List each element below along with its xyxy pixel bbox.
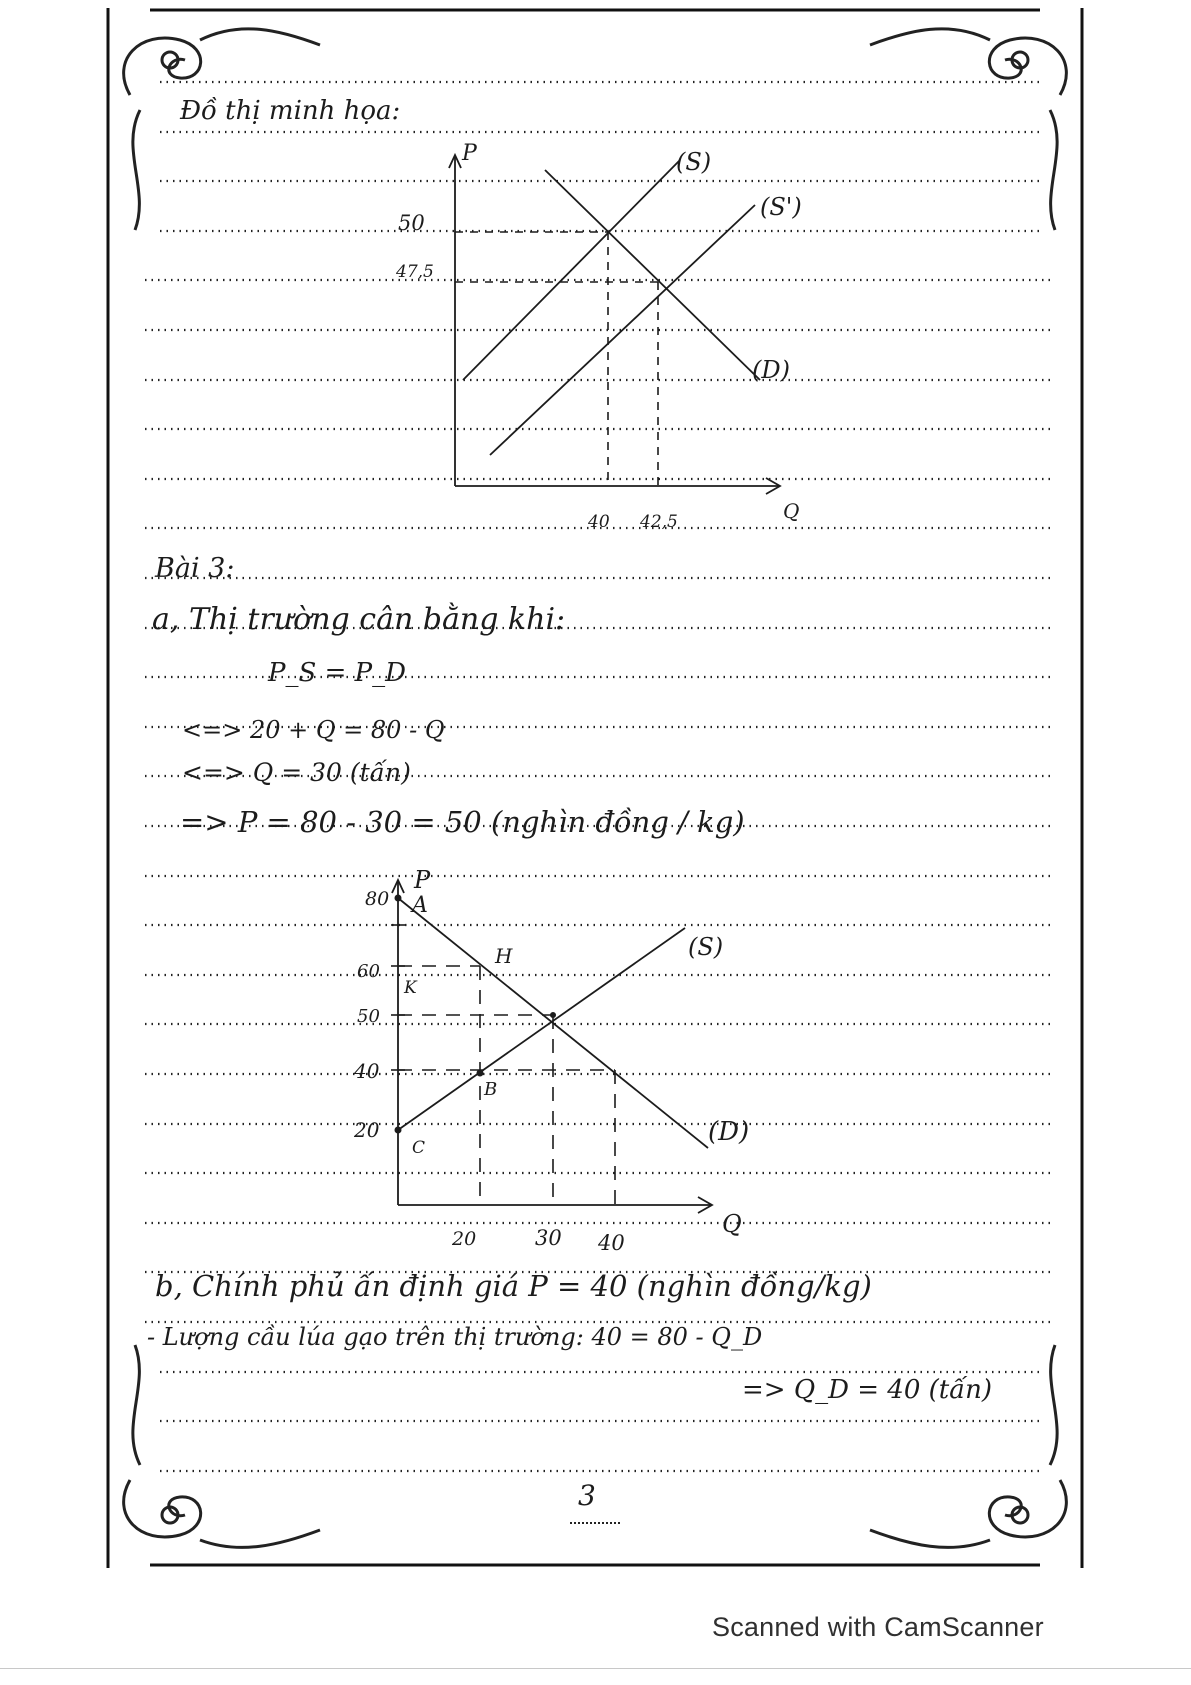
graph2-point-h-label: H: [495, 944, 513, 968]
graph2-y-tick: 50: [357, 1006, 380, 1027]
part-a-line-4: <=> Q = 30 (tấn): [182, 758, 411, 787]
graph1-y-tick: 47,5: [396, 262, 434, 282]
graph2-point-a-label: A: [412, 893, 428, 918]
graph2-point-b-label: B: [484, 1079, 498, 1100]
part-a-line-1: a, Thị trường cân bằng khi:: [152, 602, 566, 637]
graph2-y-tick: 80: [365, 888, 390, 910]
graph2-point-b: [477, 1070, 484, 1077]
graph2-y-tick: 20: [354, 1118, 380, 1142]
part-a-line-3: <=> 20 + Q = 80 - Q: [182, 716, 445, 744]
page-number-underline: [570, 1522, 620, 1524]
graph2-y-tick: 60: [357, 961, 380, 982]
ornament-top-right-icon: [870, 29, 1066, 230]
graph2-demand-label: (D): [708, 1117, 750, 1147]
graph2-guide-lines: [398, 966, 615, 1205]
graph1-x-tick: 42,5: [640, 512, 678, 532]
graph1-supply-label: (S): [676, 148, 712, 176]
scanner-watermark: Scanned with CamScanner: [712, 1612, 1044, 1642]
graph-1: [449, 155, 780, 494]
bottom-rule: [0, 1668, 1191, 1669]
graph2-axis-p-label: P: [414, 866, 431, 894]
graph2-x-tick: 40: [598, 1231, 625, 1255]
part-a-line-2: P_S = P_D: [268, 658, 406, 688]
bai3-title: Bài 3:: [155, 553, 235, 584]
graph1-demand-line: [545, 170, 760, 380]
graph2-x-tick: 30: [535, 1226, 562, 1250]
graph2-supply-label: (S): [688, 933, 724, 961]
graph1-x-tick: 40: [588, 512, 610, 532]
graph1-axis-p-label: P: [462, 141, 477, 166]
intro-heading: Đồ thị minh họa:: [180, 96, 401, 126]
graph1-axis-q-label: Q: [783, 499, 800, 523]
part-b-line-3: => Q_D = 40 (tấn): [742, 1375, 993, 1405]
graph2-point-a: [395, 895, 402, 902]
graph2-axis-q-label: Q: [722, 1210, 742, 1238]
graph2-point-c: [395, 1127, 402, 1134]
graph2-x-tick: 20: [452, 1228, 477, 1250]
part-b-line-2: - Lượng cầu lúa gạo trên thị trường: 40 = 80 - Q_D: [147, 1323, 763, 1351]
page-number: 3: [578, 1479, 596, 1512]
graph2-point-k-label: K: [404, 978, 417, 998]
part-b-line-1: b, Chính phủ ấn định giá P = 40 (nghìn đồng/kg): [155, 1269, 872, 1303]
graph1-supply-shifted-label: (S'): [760, 193, 802, 221]
graph2-point-c-label: C: [412, 1138, 426, 1158]
graph1-demand-label: (D): [752, 356, 790, 384]
graph1-y-tick: 50: [398, 211, 425, 235]
graph2-equilibrium-point: [550, 1012, 556, 1018]
ornament-bottom-left-icon: [124, 1345, 320, 1547]
part-a-line-5: => P = 80 - 30 = 50 (nghìn đồng / kg): [180, 805, 745, 839]
graph-2: [391, 880, 712, 1213]
graph2-supply-line: [398, 928, 685, 1130]
graph1-guide-lines: [455, 232, 658, 486]
graph2-y-tick: 40: [354, 1059, 380, 1083]
ornament-top-left-icon: [124, 29, 320, 230]
